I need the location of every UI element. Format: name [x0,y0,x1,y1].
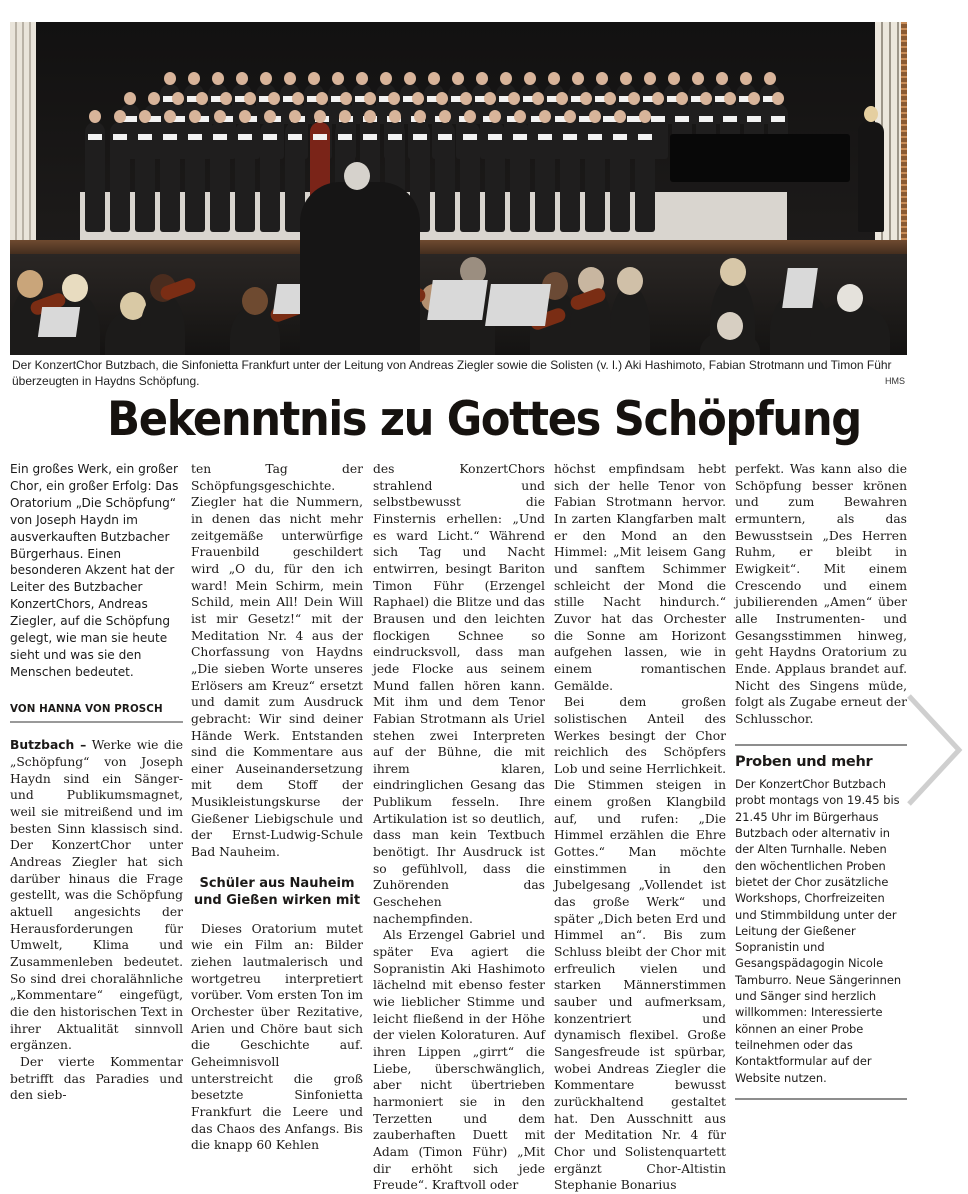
grand-piano [670,134,850,182]
paragraph [10,737,183,1053]
conductor [300,182,420,355]
paragraph: perfekt. Was kann also die Schöpfung besser krönen und zum Bewahren ermuntern, als das Bewusstsein „Des Herren Ruhm, er bleibt in Ewigkeit“. Mit einem Crescendo und einem jubilierenden „Amen“ über alle Instrumenten- und Gesangsstimmen hinweg, geht Haydns Oratorium zu Ende. Applaus brandet auf. Nicht des Singens müde, folgt als Zugabe erneut der Schlusschor. [735,462,907,726]
article-column-1 [10,461,183,1104]
subheading: Schüler aus Nauheim und Gießen wirken mit [193,875,361,908]
paragraph: Bei dem großen solistischen Anteil des Werkes besingt der Chor reichlich des Schöpfers Lob und seine Herrlichkeit. Die Stimmen steigen in einem großen Klangbild auf, und rufen: „Die Himmel erzählen die Ehre Gottes.“ Man möchte einstimmen in den Jubelgesang „Vollendet ist das große Werk“ und später „Dich beten Erd und Himmel an“. Bis zum Schluss bleibt der Chor mit erfreulich vielen und starken Männerstimmen sauber und aufmerksam, konzentriert und dynamisch flexibel. Große Sangesfreude ist spürbar, wobei Andreas Ziegler die Kommentare bewusst zurückhaltend gestaltet hat. Den Ausschnitt aus der Meditation Nr. 4 für Chor und Solistenquartett ergänzt Chor-Altistin Stephanie Bonarius [554,695,726,1193]
article-column-2 [191,461,363,1154]
byline: VON HANNA VON PROSCH [10,701,183,724]
article-lead: Ein großes Werk, ein großer Chor, ein großer Erfolg: Das Oratorium „Die Schöpfung“ von Joseph Haydn im ausverkauften Butzbacher Bürgerhaus. Einen besonderen Akzent hat der Leiter des Butzbacher KonzertChors, Andreas Ziegler, auf die Schöpfung gelegt, wie man sie heute sieht und was sie den Menschen bedeutet. [10,462,179,679]
dateline: Butzbach – [10,738,87,753]
divider [735,744,907,746]
paragraph: des KonzertChors strahlend und selbstbewusst die Finsternis erhellen: „Und es ward Licht.“ Während sich Tag und Nacht entwirren, besingt Bariton Timon Führ (Erzengel Raphael) die Blitze und das Brausen und den leichten flockigen Schnee so eindrucksvoll, dass man jede Flocke aus seinem Mund fallen hören kann. Mit ihm und dem Tenor Fabian Strotmann als Uriel stehen zwei Interpreten auf der Bühne, die mit ihrem klaren, eindringlichen Gesang das Publikum fesseln. Ihre Artikulation ist so deutlich, dass man kein Textbuch benötigt. Ihr Ausdruck ist so gefühlvoll, dass die Zuhörenden das Geschehen nachempfinden. [373,462,545,926]
paragraph: Dieses Oratorium mutet wie ein Film an: Bilder ziehen lautmalerisch und wortgetreu interpretiert vorüber. Vom ersten Ton im Orchester über Rezitative, Arien und Chöre baut sich die Geschichte auf. Geheimnisvoll unterstreicht die groß besetzte Sinfonietta Frankfurt die Leere und das Chaos des Anfangs. Bis die knapp 60 Kehlen [191,921,363,1153]
pianist [858,122,884,232]
photo-credit: HMS [885,376,905,386]
headline: Bekenntnis zu Gottes Schöpfung [107,392,861,447]
photo-caption: Der KonzertChor Butzbach, die Sinfonietta Frankfurt unter der Leitung von Andreas Ziegler sowie die Solisten (v. l.) Aki Hashimoto, Fabian Strotmann und Timon Führ überzeugten in Haydns Schöpfung. [12,358,892,388]
article-column-4 [554,461,726,1194]
paragraph-text: Werke wie die „Schöpfung“ von Joseph Haydn sind ein Sänger- und Publikumsmagnet, weil sie mitreißend und im besten Sinn klassisch sind. Der KonzertChor unter Andreas Ziegler hat sich darüber hinaus die Frage gestellt, was die Schöpfung aktuell angesichts der Herausforderungen für Umwelt, Klima und Zusammenleben bedeutet. So sind drei choralähnliche „Kommentare“ eingefügt, die den historischen Text in ihrer Aktualität sinnvoll ergänzen. [10,738,183,1053]
paragraph: Als Erzengel Gabriel und später Eva agiert die Sopranistin Aki Hashimoto lächelnd mit ebenso fester wie lieblicher Stimme und leicht fließend in der Höhe der vielen Koloraturen. Auf ihren Lippen „girrt“ die Liebe, überschwänglich, aber nicht übertrieben harmoniert sie in den Terzetten und dem zauberhaften Duett mit Adam (Timon Führ) „Mit dir erhöht sich jede Freude“. Kraftvoll oder [373,928,545,1193]
paragraph: höchst empfindsam hebt sich der helle Tenor von Fabian Strotmann hervor. In zarten Klangfarben malt er den Mond an den Himmel: „Mit leisem Gang und sanftem Schimmer schleicht der Mond die stille Nacht hindurch.“ Zuvor hat das Orchester die Sonne am Horizont aufgehen lassen, wie in einem romantischen Gemälde. [554,462,726,693]
chevron-right-icon[interactable] [903,690,963,810]
article-photo [10,22,907,355]
article-column-3 [373,461,545,1194]
paragraph: Der vierte Kommentar betrifft das Paradies und den sieb- [10,1054,183,1103]
paragraph: ten Tag der Schöpfungsgeschichte. Ziegler hat die Nummern, in denen das nicht mehr zeitgemäße unterwürfige Frauenbild geschildert wird „O du, für den ich ward! Mein Schirm, mein Schild, mein All! Dein Will ist mir Gesetz!“ mit der Meditation Nr. 4 aus der Chorfassung von Haydns „Die sieben Worte unseres Erlösers am Kreuz“ ersetzt und damit zum Ausdruck gebracht: Wir sind deiner Hände Werk. Entstanden sind die Kommentare aus einer Auseinandersetzung mit dem Stoff der Musikleistungskurse der Gießener Liebigschule und der Ernst-Ludwig-Schule Bad Nauheim. [191,462,363,860]
article-column-5 [735,461,907,1100]
infobox [735,754,907,1100]
infobox-text: Der KonzertChor Butzbach probt montags von 19.45 bis 21.45 Uhr im Bürgerhaus Butzbach oder alternativ in der Alten Turnhalle. Neben den wöchentlichen Proben bietet der Chor zusätzliche Workshops, Chorfreizeiten und Stimmbildung unter der Leitung der Gießener Sopranistin und Gesangspädagogin Nicole Tamburro. Neue Sängerinnen und Sänger sind herzlich willkommen: Interessierte können an einer Probe teilnehmen oder das Kontaktformular auf der Website nutzen. [735,777,902,1085]
divider [735,1098,907,1100]
infobox-title: Proben und mehr [735,753,873,770]
curtain-left [10,22,36,242]
